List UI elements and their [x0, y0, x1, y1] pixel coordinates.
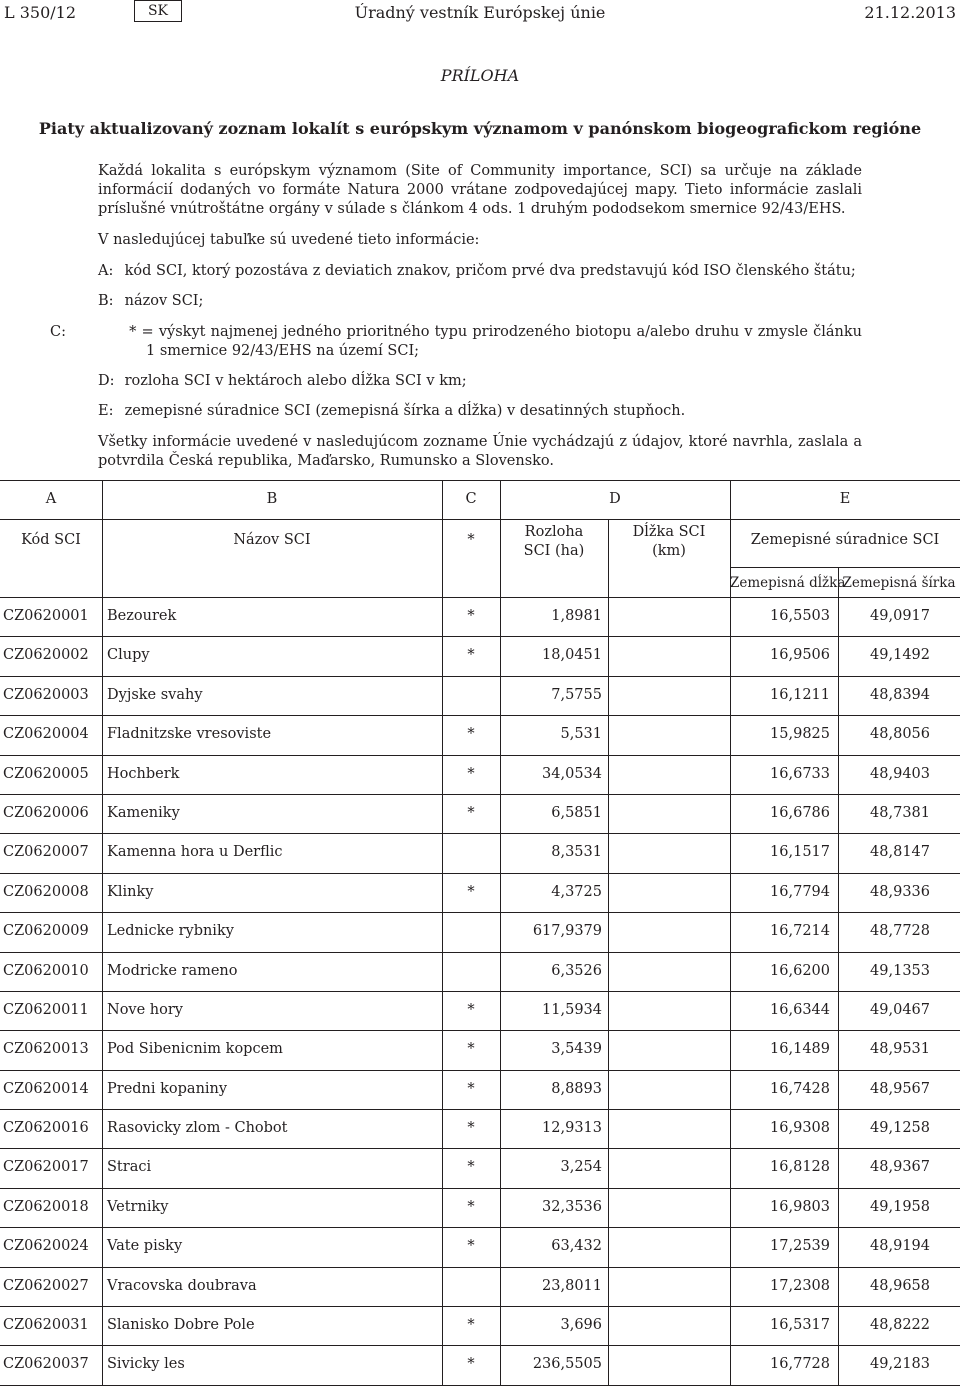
table-row — [0, 637, 960, 676]
cell-area: 34,0534 — [542, 765, 602, 782]
cell-priority: * — [467, 1356, 475, 1373]
cell-name: Vracovska doubrava — [107, 1277, 257, 1294]
cell-priority: * — [467, 1238, 475, 1255]
cell-name: Lednicke rybniky — [107, 923, 234, 940]
cell-name: Straci — [107, 1159, 152, 1176]
journal-title: Úradný vestník Európskej únie — [354, 3, 606, 22]
cell-longitude: 16,5503 — [770, 608, 830, 624]
cell-code: CZ0620007 — [3, 844, 89, 861]
page-reference: L 350/12 — [4, 3, 76, 22]
cell-area: 6,3526 — [551, 962, 602, 979]
table-row — [0, 795, 960, 834]
header-length: Dĺžka SCI (km) — [632, 524, 706, 559]
header-latitude: Zemepisná šírka — [842, 575, 956, 591]
header-coordinates: Zemepisné súradnice SCI — [750, 532, 940, 548]
cell-latitude: 48,9194 — [870, 1238, 930, 1255]
table-row — [0, 953, 960, 992]
cell-longitude: 15,9825 — [770, 726, 830, 743]
cell-code: CZ0620011 — [3, 1001, 89, 1018]
cell-area: 3,5439 — [551, 1041, 602, 1058]
cell-priority: * — [467, 1041, 475, 1058]
cell-priority: * — [467, 1159, 475, 1176]
cell-area: 12,9313 — [542, 1120, 602, 1137]
cell-code: CZ0620013 — [3, 1041, 89, 1058]
table-row — [0, 1110, 960, 1149]
legend-key: E: — [98, 403, 114, 419]
cell-latitude: 48,9403 — [870, 765, 930, 782]
table-intro: V nasledujúcej tabuľke sú uvedené tieto informácie: — [98, 232, 480, 248]
cell-name: Modricke rameno — [107, 962, 238, 979]
cell-name: Pod Sibenicnim kopcem — [107, 1041, 283, 1058]
column-letter: B — [266, 491, 278, 507]
cell-longitude: 16,6344 — [770, 1001, 830, 1018]
cell-latitude: 48,8056 — [870, 726, 930, 743]
table-row — [0, 598, 960, 637]
cell-area: 32,3536 — [542, 1198, 602, 1215]
cell-code: CZ0620014 — [3, 1080, 89, 1097]
language-badge: SK — [134, 0, 182, 22]
table-row — [0, 1071, 960, 1110]
cell-code: CZ0620024 — [3, 1238, 89, 1255]
table-row — [0, 677, 960, 716]
cell-latitude: 48,8147 — [870, 844, 930, 861]
closing-paragraph: Všetky informácie uvedené v nasledujúcom zozname Únie vychádzajú z údajov, ktoré navrhla, zaslala a potvrdila Česká republika, Maďarsko, Rumunsko a Slovensko. — [98, 434, 862, 469]
cell-longitude: 16,6786 — [770, 804, 830, 821]
column-header-row — [0, 520, 960, 598]
table-row — [0, 1268, 960, 1307]
cell-area: 236,5505 — [532, 1356, 602, 1373]
cell-longitude: 16,6200 — [770, 962, 830, 979]
cell-area: 6,5851 — [551, 804, 602, 821]
cell-area: 63,432 — [551, 1238, 602, 1255]
table-row — [0, 913, 960, 952]
cell-area: 7,5755 — [551, 686, 602, 703]
cell-latitude: 49,2183 — [870, 1356, 930, 1373]
cell-longitude: 16,1489 — [770, 1041, 830, 1058]
cell-name: Fladnitzske vresoviste — [107, 726, 272, 743]
cell-latitude: 48,8222 — [870, 1317, 930, 1334]
cell-longitude: 16,5317 — [770, 1317, 830, 1334]
cell-longitude: 17,2308 — [770, 1277, 830, 1294]
cell-priority: * — [467, 1001, 475, 1018]
cell-priority: * — [467, 804, 475, 821]
legend-item — [98, 262, 862, 281]
intro-paragraph: Každá lokalita s európskym významom (Site of Community importance, SCI) sa určuje na základe informácií dodaných vo formáte Natura 2000 vrátane zodpovedajúcej mapy. Tieto informácie zaslali príslušné vnútroštátne orgány v súlade s článkom 4 ods. 1 druhým pododsekom smernice 92/43/EHS. — [98, 163, 862, 217]
cell-latitude: 49,0917 — [870, 608, 930, 624]
cell-name: Kameniky — [107, 804, 180, 821]
cell-name: Klinky — [107, 883, 154, 900]
table-row — [0, 1031, 960, 1070]
document-title: Piaty aktualizovaný zoznam lokalít s európskym významom v panónskom biogeografickom regióne — [38, 119, 922, 138]
cell-area: 3,254 — [560, 1159, 602, 1176]
cell-longitude: 16,9506 — [770, 647, 830, 664]
cell-name: Vate pisky — [107, 1238, 183, 1255]
cell-priority: * — [467, 883, 475, 900]
cell-longitude: 16,7428 — [770, 1080, 830, 1097]
cell-area: 23,8011 — [542, 1277, 602, 1294]
cell-area: 18,0451 — [542, 647, 602, 664]
cell-longitude: 16,7794 — [770, 883, 830, 900]
legend-text: zemepisné súradnice SCI (zemepisná šírka a dĺžka) v desatinných stupňoch. — [124, 403, 686, 419]
cell-priority: * — [467, 608, 475, 624]
table-row — [0, 992, 960, 1031]
legend-text: kód SCI, ktorý pozostáva z deviatich znakov, pričom prvé dva predstavujú kód ISO členského štátu; — [124, 263, 856, 279]
cell-priority: * — [467, 765, 475, 782]
cell-code: CZ0620006 — [3, 804, 89, 821]
cell-longitude: 16,7214 — [770, 923, 830, 940]
cell-code: CZ0620016 — [3, 1120, 89, 1137]
cell-longitude: 16,9308 — [770, 1120, 830, 1137]
header-priority: * — [467, 532, 475, 548]
table-row — [0, 1189, 960, 1228]
legend-text: rozloha SCI v hektároch alebo dĺžka SCI v km; — [124, 373, 467, 389]
cell-code: CZ0620031 — [3, 1317, 89, 1334]
table-row — [0, 1307, 960, 1346]
cell-code: CZ0620027 — [3, 1277, 89, 1294]
cell-name: Clupy — [107, 647, 150, 664]
header-longitude: Zemepisná dĺžka — [730, 575, 846, 591]
cell-code: CZ0620001 — [3, 608, 89, 624]
cell-name: Hochberk — [107, 765, 180, 782]
cell-longitude: 16,1517 — [770, 844, 830, 861]
table-row — [0, 1346, 960, 1385]
column-letter: A — [45, 491, 57, 507]
cell-latitude: 49,0467 — [870, 1001, 930, 1018]
cell-longitude: 16,9803 — [770, 1198, 830, 1215]
cell-code: CZ0620008 — [3, 883, 89, 900]
cell-code: CZ0620017 — [3, 1159, 89, 1176]
cell-latitude: 49,1353 — [870, 962, 930, 979]
cell-latitude: 48,9336 — [870, 883, 930, 900]
header-name: Názov SCI — [233, 532, 311, 548]
legend-item — [50, 323, 863, 361]
cell-latitude: 48,7381 — [870, 804, 930, 821]
cell-area: 4,3725 — [551, 883, 602, 900]
legend-key: A: — [98, 263, 114, 279]
cell-code: CZ0620002 — [3, 647, 89, 664]
table-body — [0, 598, 960, 1386]
cell-area: 5,531 — [560, 726, 602, 743]
legend-item — [98, 292, 862, 311]
cell-area: 1,8981 — [551, 608, 602, 624]
legend-key: B: — [98, 293, 114, 309]
cell-latitude: 49,1958 — [870, 1198, 930, 1215]
cell-code: CZ0620004 — [3, 726, 89, 743]
header-code: Kód SCI — [21, 532, 81, 548]
cell-name: Nove hory — [107, 1001, 183, 1018]
cell-longitude: 16,6733 — [770, 765, 830, 782]
cell-code: CZ0620009 — [3, 923, 89, 940]
cell-area: 8,8893 — [551, 1080, 602, 1097]
cell-name: Bezourek — [107, 608, 177, 624]
annex-label: PRÍLOHA — [440, 66, 520, 85]
legend-item — [98, 402, 862, 421]
legend-text: * = výskyt najmenej jedného prioritného typu prirodzeného biotopu a/alebo druhu v zmysle článku 1 smernice 92/43/EHS na území SCI; — [129, 324, 863, 359]
column-letter-row — [0, 480, 960, 520]
cell-name: Dyjske svahy — [107, 686, 203, 703]
cell-priority: * — [467, 1317, 475, 1334]
sci-table — [0, 480, 960, 1386]
cell-name: Vetrniky — [107, 1198, 169, 1215]
cell-latitude: 48,9658 — [870, 1277, 930, 1294]
table-row — [0, 756, 960, 795]
cell-name: Sivicky les — [107, 1356, 185, 1373]
publication-date: 21.12.2013 — [864, 3, 956, 22]
cell-latitude: 48,8394 — [870, 686, 930, 703]
cell-name: Rasovicky zlom - Chobot — [107, 1120, 288, 1137]
legend-item — [98, 372, 862, 391]
cell-area: 8,3531 — [551, 844, 602, 861]
cell-code: CZ0620037 — [3, 1356, 89, 1373]
cell-name: Predni kopaniny — [107, 1080, 228, 1097]
table-row — [0, 834, 960, 873]
column-letter: D — [609, 491, 621, 507]
cell-area: 617,9379 — [532, 923, 602, 940]
cell-latitude: 49,1492 — [870, 647, 930, 664]
cell-priority: * — [467, 726, 475, 743]
cell-longitude: 16,1211 — [770, 686, 830, 703]
cell-code: CZ0620018 — [3, 1198, 89, 1215]
cell-latitude: 48,9567 — [870, 1080, 930, 1097]
cell-priority: * — [467, 1198, 475, 1215]
table-row — [0, 716, 960, 755]
cell-area: 3,696 — [560, 1317, 602, 1334]
cell-longitude: 17,2539 — [770, 1238, 830, 1255]
cell-latitude: 48,9531 — [870, 1041, 930, 1058]
header-area: Rozloha SCI (ha) — [523, 524, 585, 559]
column-letter: E — [839, 491, 851, 507]
column-letter: C — [465, 491, 477, 507]
cell-name: Kamenna hora u Derflic — [107, 844, 283, 861]
page-header — [0, 0, 960, 26]
cell-latitude: 49,1258 — [870, 1120, 930, 1137]
cell-latitude: 48,7728 — [870, 923, 930, 940]
table-row — [0, 1228, 960, 1267]
legend-key: D: — [98, 373, 115, 389]
cell-name: Slanisko Dobre Pole — [107, 1317, 255, 1334]
legend-text: názov SCI; — [124, 293, 204, 309]
cell-area: 11,5934 — [542, 1001, 602, 1018]
cell-longitude: 16,8128 — [770, 1159, 830, 1176]
cell-priority: * — [467, 1080, 475, 1097]
cell-code: CZ0620005 — [3, 765, 89, 782]
cell-priority: * — [467, 1120, 475, 1137]
cell-latitude: 48,9367 — [870, 1159, 930, 1176]
cell-longitude: 16,7728 — [770, 1356, 830, 1373]
cell-priority: * — [467, 647, 475, 664]
table-row — [0, 1149, 960, 1188]
cell-code: CZ0620010 — [3, 962, 89, 979]
legend-key: C: — [50, 324, 66, 340]
cell-code: CZ0620003 — [3, 686, 89, 703]
table-row — [0, 874, 960, 913]
